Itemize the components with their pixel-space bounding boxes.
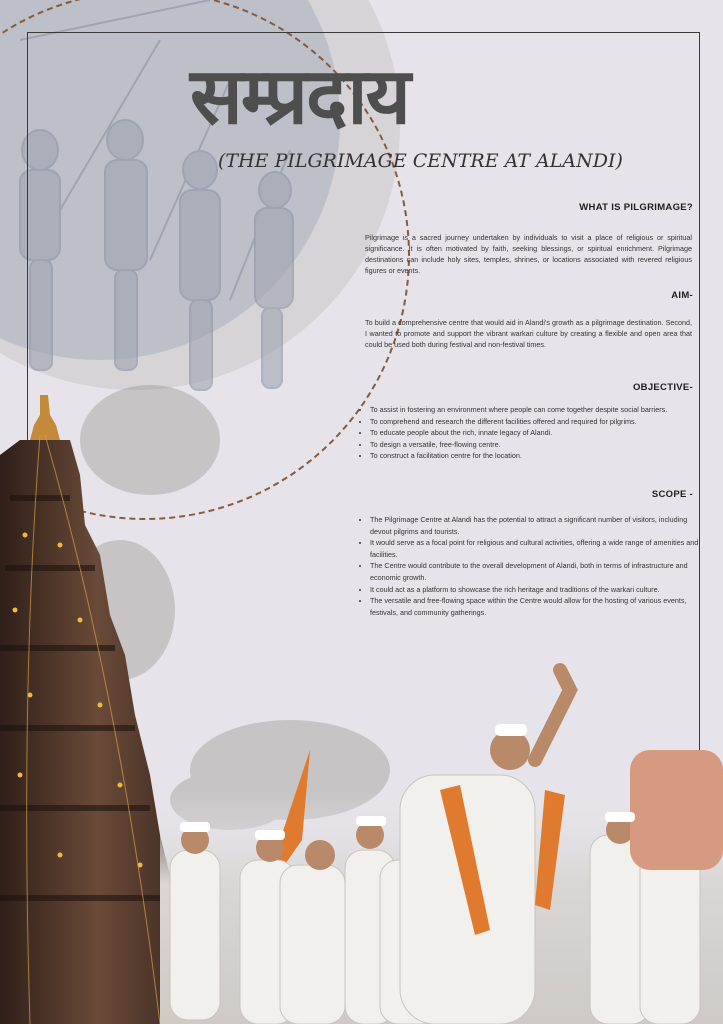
list-item: • To design a versatile, free-flowing centre.	[370, 439, 703, 451]
heading-what-is-pilgrimage: WHAT IS PILGRIMAGE?	[579, 202, 693, 213]
objective-list	[361, 404, 703, 462]
page-title: सम्प्रदाय	[190, 52, 409, 142]
heading-aim: AIM-	[671, 290, 693, 301]
list-item: • To construct a facilitation centre for the location.	[370, 450, 703, 462]
pilgrims-crowd-image	[160, 650, 723, 1024]
pilgrimage-paragraph: Pilgrimage is a sacred journey undertaken by individuals to visit a place of religious or spiritual significance. It is often motivated by faith, seeking blessings, or spiritual enrichment. Pilgrimage destinations can include holy sites, temples, shrines, or locations associated with revered religious figures or events.	[365, 233, 692, 275]
list-item: • It could act as a platform to showcase the rich heritage and traditions of the warkari culture.	[370, 584, 703, 596]
page-subtitle: (THE PILGRIMAGE CENTRE AT ALANDI)	[218, 150, 623, 172]
list-item: • It would serve as a focal point for religious and cultural activities, offering a wide range of amenities and facilities.	[370, 537, 703, 560]
list-item: • The versatile and free-flowing space within the Centre would allow for the hosting of various events, festivals, and community gatherings.	[370, 595, 703, 618]
list-item: • The Pilgrimage Centre at Alandi has the potential to attract a significant number of visitors, including devout pilgrims and tourists.	[370, 514, 703, 537]
list-item: • To assist in fostering an environment where people can come together despite social barriers.	[370, 404, 703, 416]
list-item: • To comprehend and research the different facilities offered and required for pilgrims.	[370, 416, 703, 428]
heading-scope: SCOPE -	[651, 489, 693, 500]
list-item: • To educate people about the rich, innate legacy of Alandi.	[370, 427, 703, 439]
aim-paragraph: To build a comprehensive centre that would aid in Alandi's growth as a pilgrimage destination. Second, I wanted to promote and support the vibrant warkari culture by creating a flexible and open area that could be used both during festival and non-festival times.	[365, 318, 692, 349]
scope-list	[361, 514, 703, 618]
heading-objective: OBJECTIVE-	[632, 382, 693, 393]
list-item: • The Centre would contribute to the overall development of Alandi, both in terms of infrastructure and economic growth.	[370, 560, 703, 583]
